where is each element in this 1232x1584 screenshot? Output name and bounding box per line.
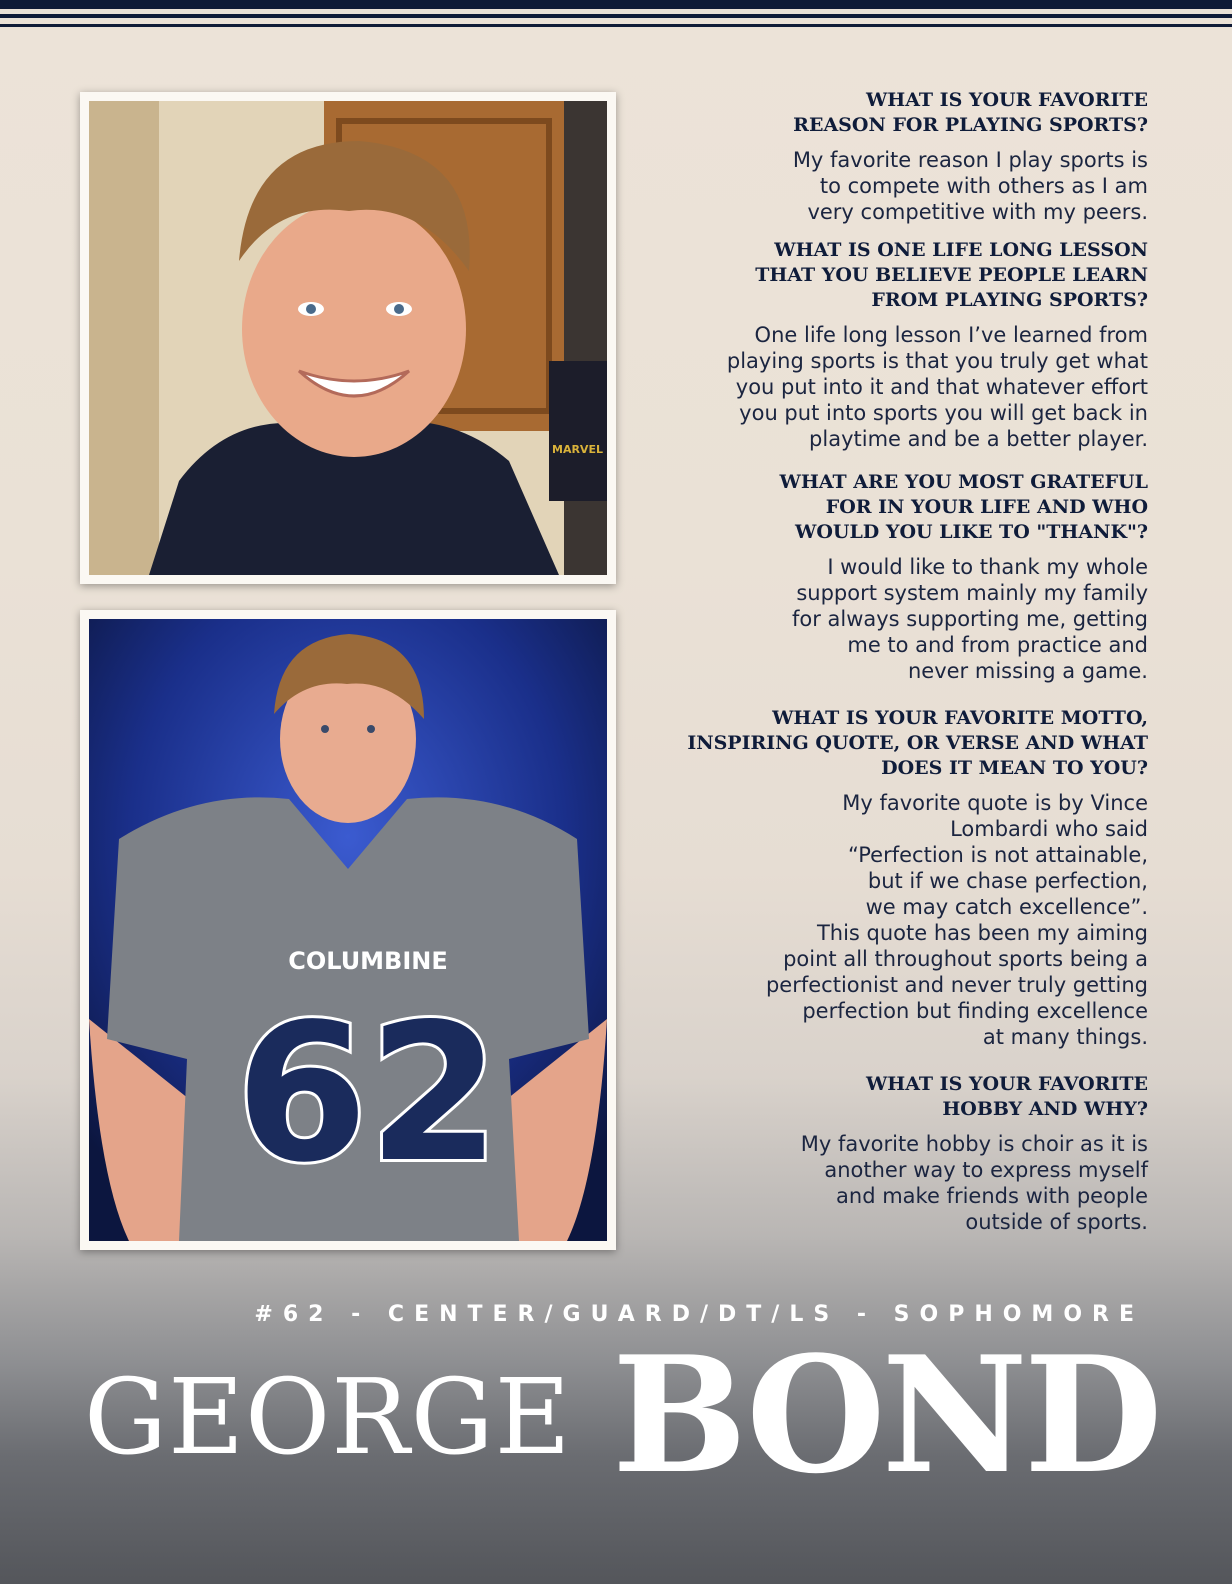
answer-1: My favorite reason I play sports is to compete with others as I am very competitive with my peers. — [792, 148, 1148, 224]
uniform-photo — [89, 619, 607, 1241]
top-stripe-thinner — [0, 24, 1232, 27]
qa-block-2 — [628, 238, 1148, 452]
top-stripe — [0, 0, 1232, 9]
casual-photo-illustration — [89, 101, 607, 575]
casual-photo — [89, 101, 607, 575]
first-name: GEORGE — [84, 1356, 572, 1478]
jersey-text: COLUMBINE — [288, 947, 448, 975]
answer-4: My favorite quote is by Vince Lombardi who said “Perfection is not attainable, but if we chase perfection, we may catch excellence”. This quote has been my aiming point all throughout sports being a perfectionist and never truly getting perfection but finding excellence at many things. — [765, 791, 1148, 1049]
jersey-number: 62 — [235, 983, 501, 1204]
question-2: WHAT IS ONE LIFE LONG LESSON THAT YOU BELIEVE PEOPLE LEARN FROM PLAYING SPORTS? — [755, 239, 1148, 311]
casual-photo-frame — [80, 92, 616, 584]
uniform-photo-frame — [80, 610, 616, 1250]
qa-block-4 — [628, 706, 1148, 1050]
qa-block-3 — [628, 470, 1148, 684]
answer-2: One life long lesson I’ve learned from playing sports is that you truly get what you put into it and that whatever effort you put into sports you will get back in playtime and be a better player. — [726, 323, 1148, 451]
last-name: BOND — [612, 1321, 1159, 1509]
qa-block-5 — [628, 1072, 1148, 1235]
sticker-label: MARVEL — [552, 443, 603, 456]
top-stripe-thin — [0, 14, 1232, 18]
question-4: WHAT IS YOUR FAVORITE MOTTO, INSPIRING QUOTE, OR VERSE AND WHAT DOES IT MEAN TO YOU? — [687, 707, 1148, 779]
position-line: #62 - CENTER/GUARD/DT/LS - SOPHOMORE — [254, 1302, 1144, 1327]
qa-block-1 — [628, 88, 1148, 225]
uniform-photo-illustration — [89, 619, 607, 1241]
question-3: WHAT ARE YOU MOST GRATEFUL FOR IN YOUR LIFE AND WHO WOULD YOU LIKE TO "THANK"? — [779, 471, 1148, 543]
question-5: WHAT IS YOUR FAVORITE HOBBY AND WHY? — [865, 1073, 1148, 1120]
question-1: WHAT IS YOUR FAVORITE REASON FOR PLAYING SPORTS? — [793, 89, 1148, 136]
answer-3: I would like to thank my whole support system mainly my family for always supporting me, getting me to and from practice and never missing a game. — [791, 555, 1148, 683]
answer-5: My favorite hobby is choir as it is another way to express myself and make friends with people outside of sports. — [800, 1132, 1148, 1234]
